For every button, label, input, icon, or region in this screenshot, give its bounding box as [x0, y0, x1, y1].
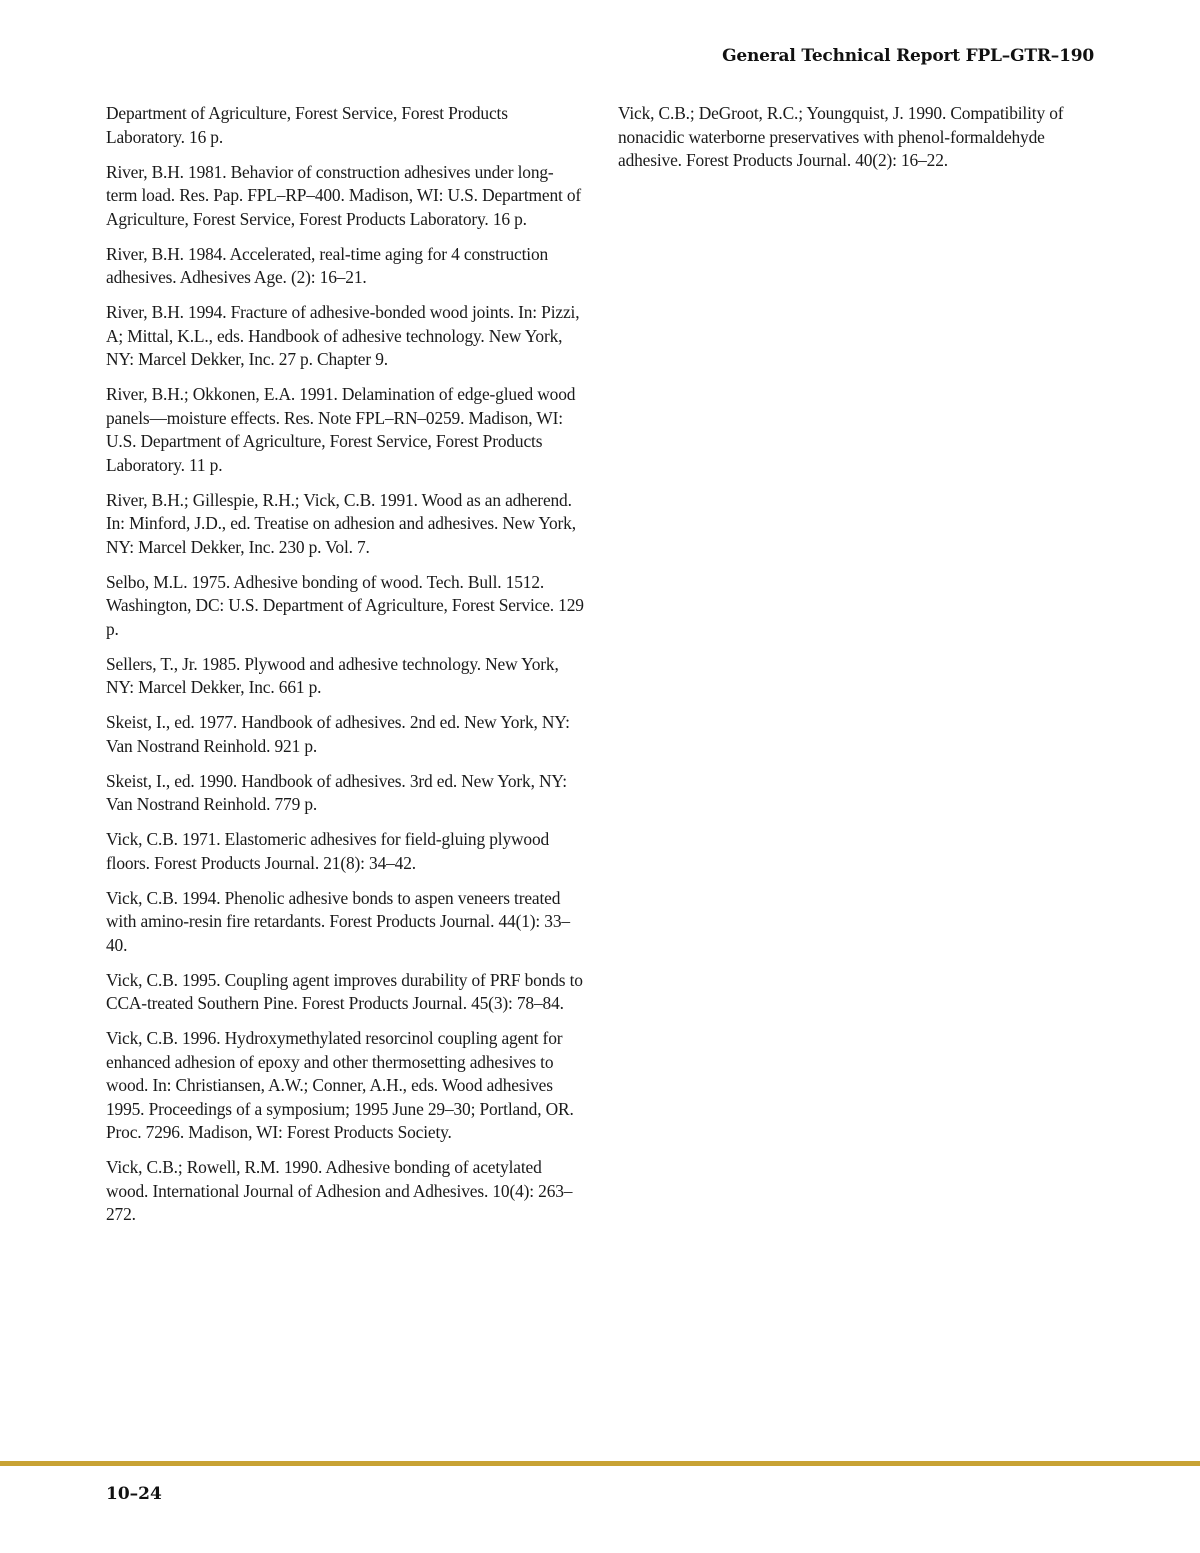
reference-entry: River, B.H.; Gillespie, R.H.; Vick, C.B. 1991. Wood as an adherend. In: Minford, J.D., ed. Treatise on adhesion and adhesives. New York, NY: Marcel Dekker, Inc. 230 p. Vol. 7. — [106, 489, 576, 557]
reference-entry: Selbo, M.L. 1975. Adhesive bonding of wood. Tech. Bull. 1512. Washington, DC: U.S. Department of Agriculture, Forest Service. 129 p. — [106, 571, 584, 639]
reference-entry: River, B.H.; Okkonen, E.A. 1991. Delamination of edge-glued wood panels—moisture effects. Res. Note FPL–RN–0259. Madison, WI: U.S. Department of Agriculture, Forest Service, Forest Products Laboratory. 11 p. — [106, 384, 576, 475]
reference-entry: Skeist, I., ed. 1990. Handbook of adhesives. 3rd ed. New York, NY: Van Nostrand Reinhold. 779 p. — [106, 770, 567, 814]
reference-entry: Vick, C.B. 1995. Coupling agent improves durability of PRF bonds to CCA-treated Southern Pine. Forest Products Journal. 45(3): 78–84. — [106, 969, 583, 1013]
footer-rule — [0, 1461, 1200, 1466]
reference-entry: Vick, C.B. 1971. Elastomeric adhesives for field-gluing plywood floors. Forest Products Journal. 21(8): 34–42. — [106, 829, 550, 873]
page-number: 10–24 — [106, 1484, 162, 1504]
reference-entry: Vick, C.B. 1996. Hydroxymethylated resorcinol coupling agent for enhanced adhesion of epoxy and other thermosetting adhesives to wood. In: Christiansen, A.W.; Conner, A.H., eds. Wood adhesives 1995. Proceedings of a symposium; 1995 June 29–30; Portland, OR. Proc. 7296. Madison, WI: Forest Products Society. — [106, 1028, 574, 1142]
reference-entry: Vick, C.B. 1994. Phenolic adhesive bonds to aspen veneers treated with amino-resin fire retardants. Forest Products Journal. 44(1): 33–40. — [106, 887, 570, 955]
reference-entry: Sellers, T., Jr. 1985. Plywood and adhesive technology. New York, NY: Marcel Dekker, Inc. 661 p. — [106, 653, 559, 697]
references-left-column — [106, 102, 584, 1238]
reference-entry: River, B.H. 1984. Accelerated, real-time aging for 4 construction adhesives. Adhesives Age. (2): 16–21. — [106, 243, 549, 287]
reference-entry: Skeist, I., ed. 1977. Handbook of adhesives. 2nd ed. New York, NY: Van Nostrand Reinhold. 921 p. — [106, 712, 570, 756]
references-right-column — [618, 102, 1078, 184]
reference-entry: River, B.H. 1981. Behavior of construction adhesives under long-term load. Res. Pap. FPL–RP–400. Madison, WI: U.S. Department of Agriculture, Forest Service, Forest Products Laboratory. 16 p. — [106, 161, 582, 229]
reference-entry: Vick, C.B.; Rowell, R.M. 1990. Adhesive bonding of acetylated wood. International Journal of Adhesion and Adhesives. 10(4): 263–272. — [106, 1157, 573, 1224]
reference-entry: River, B.H. 1994. Fracture of adhesive-bonded wood joints. In: Pizzi, A; Mittal, K.L., eds. Handbook of adhesive technology. New York, NY: Marcel Dekker, Inc. 27 p. Chapter 9. — [106, 302, 580, 369]
reference-entry: Vick, C.B.; DeGroot, R.C.; Youngquist, J. 1990. Compatibility of nonacidic waterborne preservatives with phenol-formaldehyde adhesive. Forest Products Journal. 40(2): 16–22. — [618, 103, 1064, 170]
running-header: General Technical Report FPL–GTR–190 — [722, 46, 1094, 66]
reference-entry: Department of Agriculture, Forest Service, Forest Products Laboratory. 16 p. — [106, 103, 508, 147]
